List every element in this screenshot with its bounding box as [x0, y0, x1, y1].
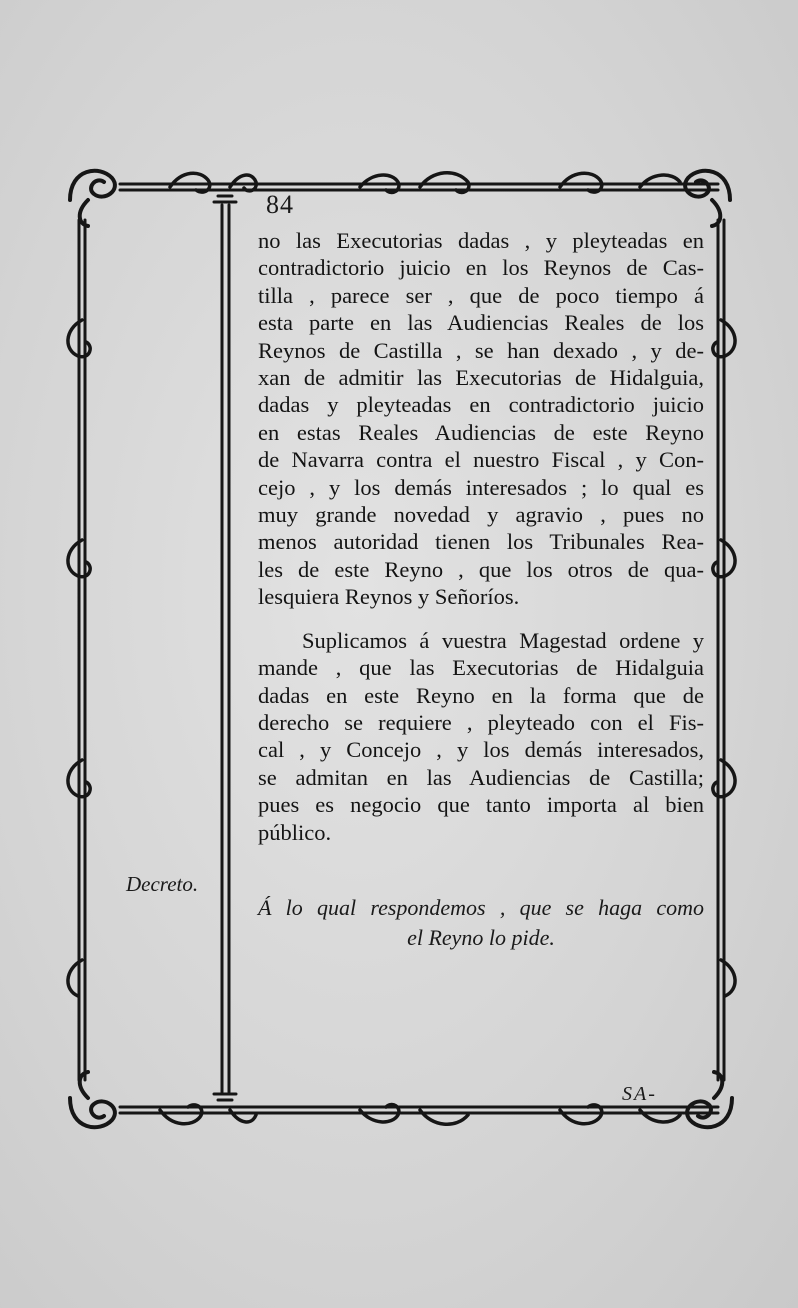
text-line: tilla , parece ser , que de poco tiempo á	[258, 282, 704, 308]
text-line: les de este Reyno , que los otros de qua-	[258, 556, 704, 582]
text-line: cal , y Concejo , y los demás interesados,	[258, 737, 704, 763]
text-line: mande , que las Executorias de Hidalguia	[258, 655, 704, 681]
text-line: contradictorio juicio en los Reynos de Cas-	[258, 255, 704, 281]
text-line: muy grande novedad y agravio , pues no	[258, 502, 704, 528]
text-line: Suplicamos á vuestra Magestad ordene y	[302, 627, 704, 653]
margin-note: Decreto.	[126, 872, 199, 896]
text-line: menos autoridad tienen los Tribunales Rea-	[258, 529, 704, 555]
body-text	[258, 227, 704, 846]
corner-bottom-left	[70, 1072, 115, 1127]
decree-line: el Reyno lo pide.	[407, 925, 555, 950]
corner-top-left	[70, 171, 115, 226]
decree-line: Á lo qual respondemos , que se haga como	[258, 895, 704, 920]
text-line: en estas Reales Audiencias de este Reyno	[258, 419, 704, 445]
catchword: SA-	[622, 1083, 657, 1105]
decree	[258, 893, 704, 953]
text-line: dadas en este Reyno en la forma que de	[258, 682, 704, 708]
paragraph	[258, 627, 704, 846]
text-line: de Navarra contra el nuestro Fiscal , y Con-	[258, 447, 704, 473]
text-line: xan de admitir las Executorias de Hidalguia,	[258, 365, 704, 391]
corner-top-right	[685, 171, 730, 226]
text-line: cejo , y los demás interesados ; lo qual es	[258, 474, 704, 500]
text-line: esta parte en las Audiencias Reales de los	[258, 310, 704, 336]
text-line: Reynos de Castilla , se han dexado , y de-	[258, 337, 704, 363]
page-number: 84	[266, 190, 294, 219]
text-line: lesquiera Reynos y Señoríos.	[258, 584, 520, 610]
border-left-rule	[79, 220, 85, 1080]
text-line: pues es negocio que tanto importa al bien	[258, 792, 704, 818]
border-right-rule	[718, 220, 724, 1080]
text-line: se admitan en las Audiencias de Castilla;	[258, 764, 704, 790]
text-line: dadas y pleyteadas en contradictorio juicio	[258, 392, 704, 418]
paragraph	[258, 227, 704, 611]
text-line: no las Executorias dadas , y pleyteadas en	[258, 228, 704, 253]
column-divider	[222, 205, 229, 1092]
text-line: derecho se requiere , pleyteado con el Fis-	[258, 709, 704, 735]
text-line: público.	[258, 819, 332, 845]
